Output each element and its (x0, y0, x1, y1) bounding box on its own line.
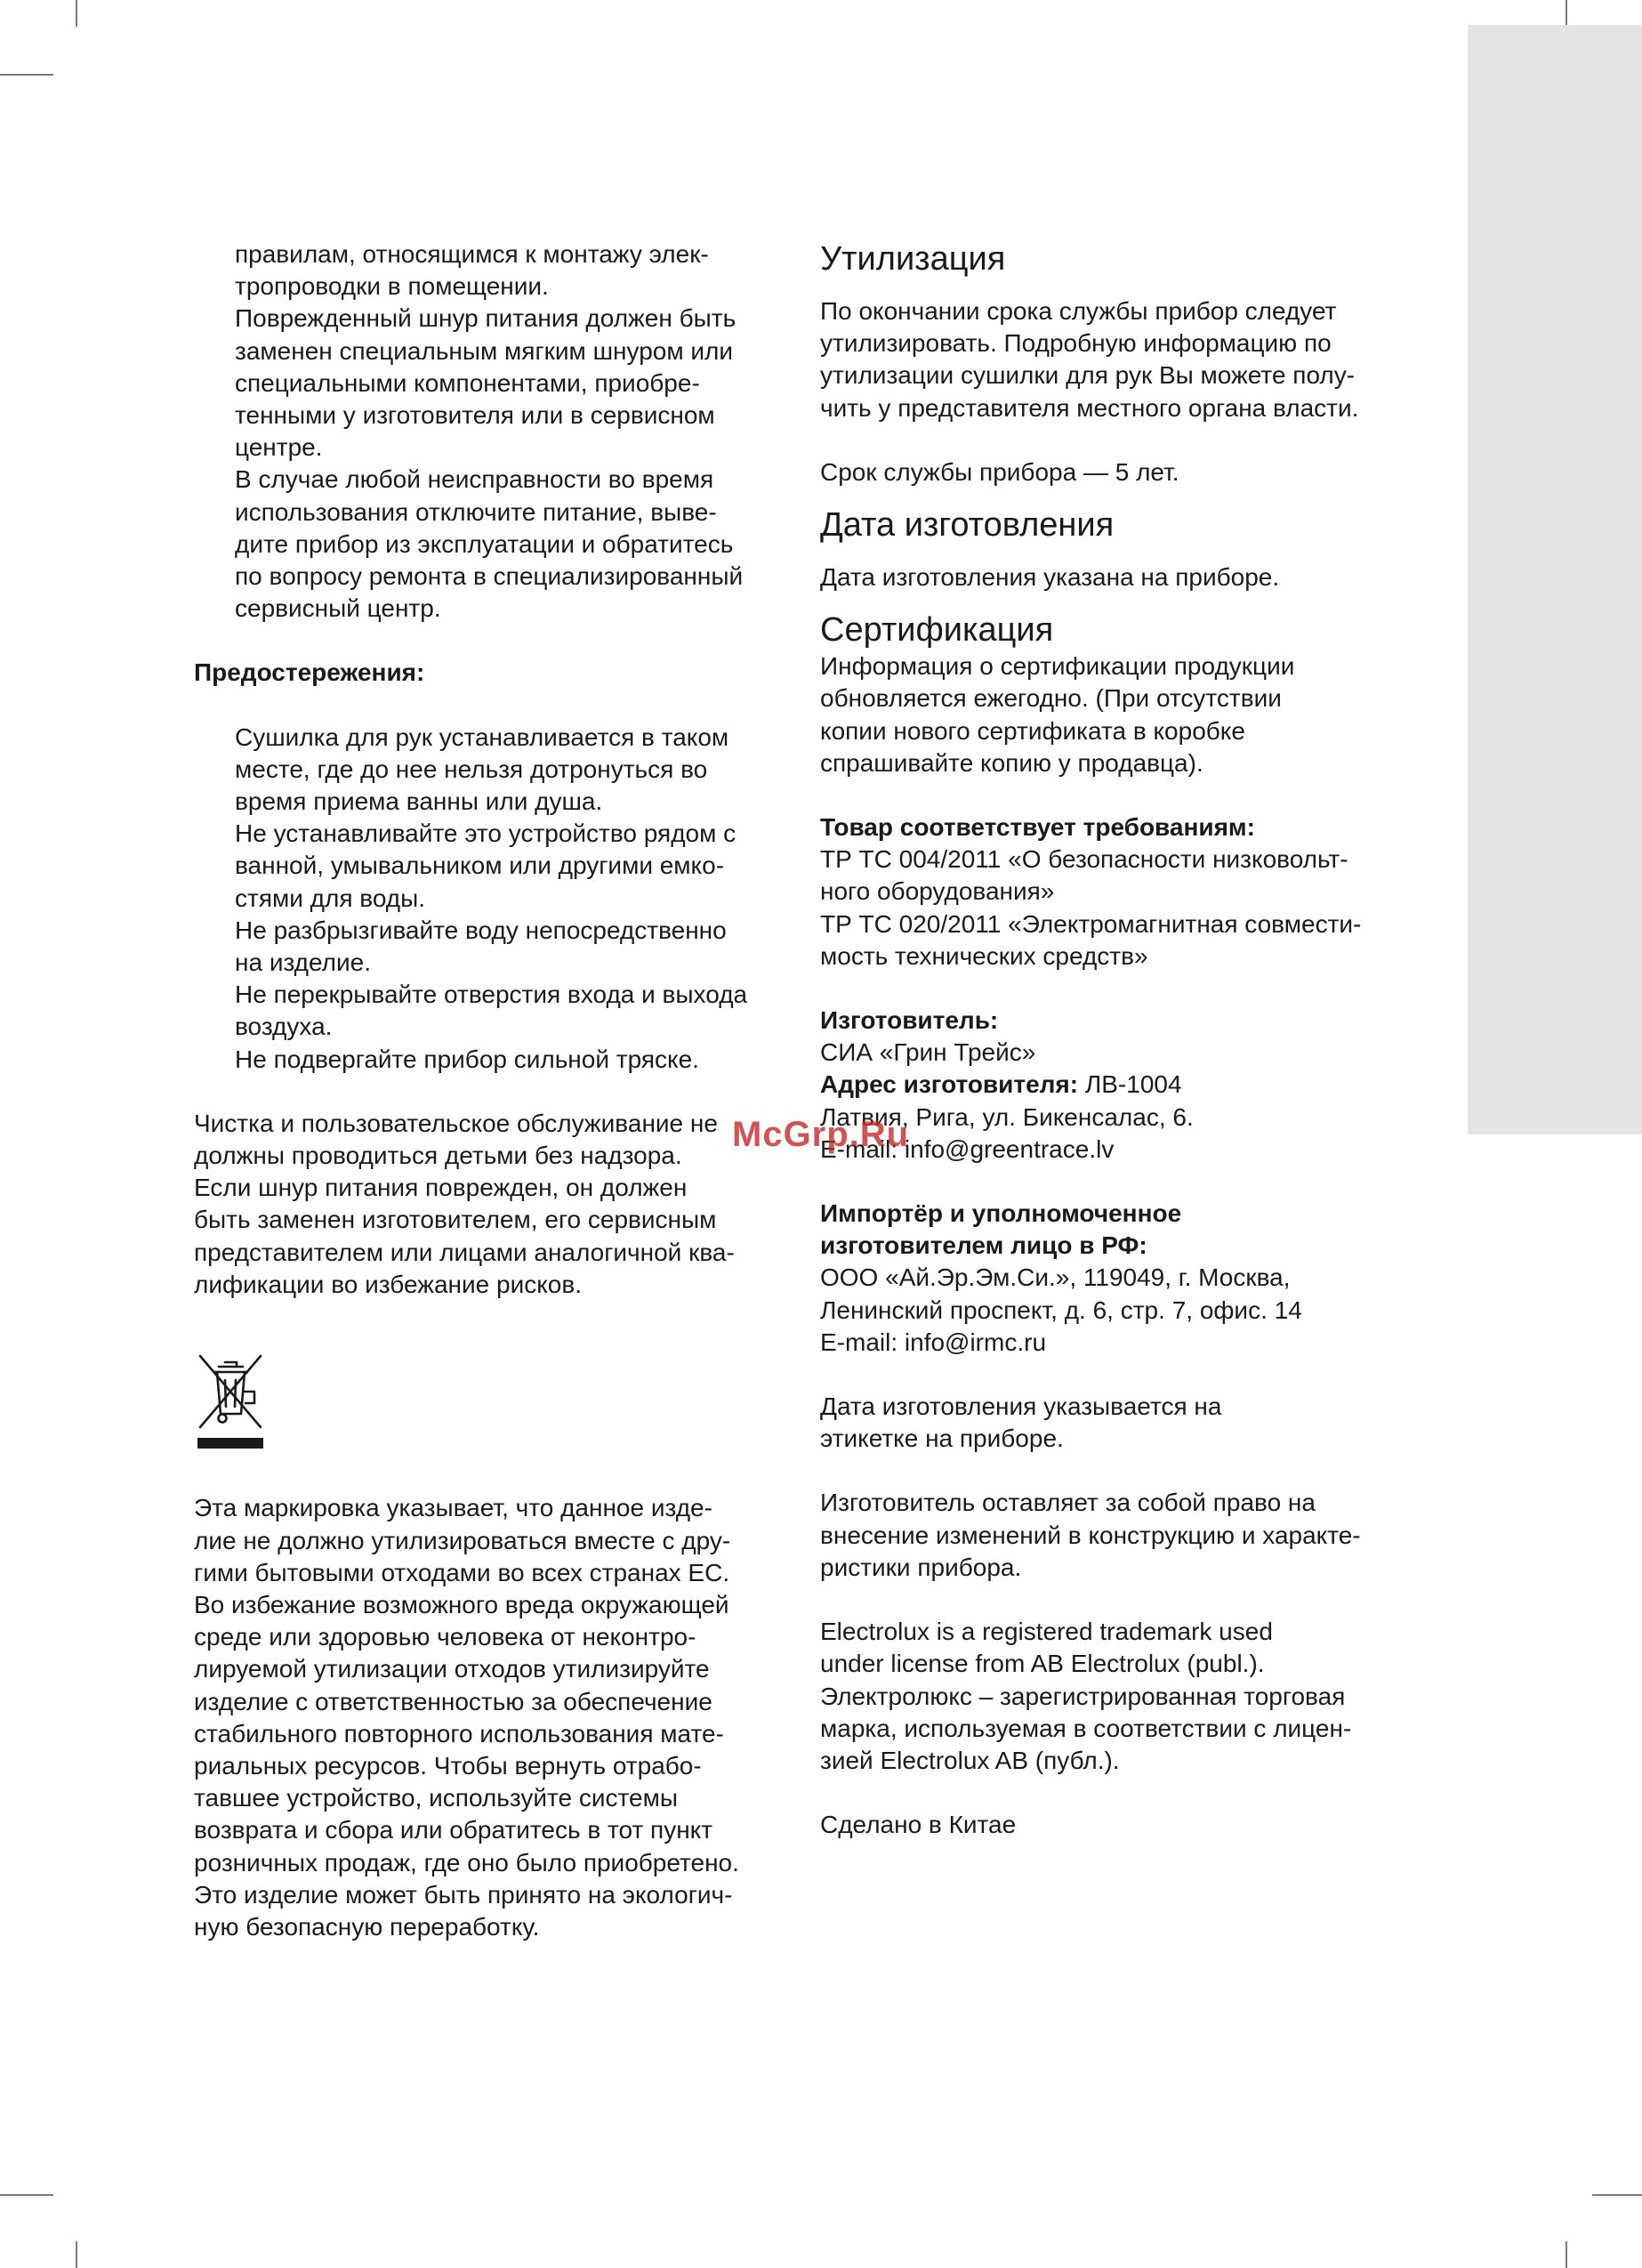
text-line: Во избежание возможного вреда окружающей (194, 1590, 729, 1618)
text-line: дите прибор из эксплуатации и обратитесь (235, 529, 734, 558)
text-line: обновляется ежегодно. (При отсутствии (820, 684, 1282, 713)
spacer (194, 1076, 781, 1108)
spacer (820, 1166, 1425, 1198)
text-line: внесение изменений в конструкцию и характе- (820, 1521, 1361, 1549)
text-line: время приема ванны или душа. (235, 787, 603, 816)
text-line: центре. (235, 433, 323, 462)
crossed-out-wheelie-bin-icon (196, 1351, 267, 1452)
text-line: Поврежденный шнур питания должен быть (235, 304, 736, 333)
warnings-list (194, 722, 781, 1076)
text-line: Дата изготовления указывается на (820, 1392, 1222, 1421)
text-line: сервисный центр. (235, 594, 441, 623)
rights-paragraph (820, 1487, 1425, 1584)
spacer (820, 973, 1425, 1005)
text-line: under license from AB Electrolux (publ.). (820, 1650, 1265, 1678)
text-line: Electrolux is a registered trademark used (820, 1618, 1273, 1646)
text-line: Сушилка для рук устанавливается в таком (235, 722, 729, 751)
text-line: воздуха. (235, 1013, 333, 1041)
importer-details (820, 1262, 1425, 1359)
text-line: Электролюкс – зарегистрированная торговая (820, 1682, 1346, 1710)
text-line: ного оборудования» (820, 877, 1055, 906)
text-line: копии нового сертификата в коробке (820, 716, 1245, 745)
text-line: ванной, умывальником или другими емко- (235, 852, 725, 880)
spacer (820, 779, 1425, 811)
text-line: лируемой утилизации отходов утилизируйте (194, 1655, 710, 1683)
text-line: чить у представителя местного органа власти. (820, 393, 1359, 422)
crop-mark (76, 2241, 77, 2268)
manufacturer-email: E-mail: info@greentrace.lv (820, 1134, 1115, 1163)
spacer (194, 625, 781, 657)
text-line: стабильного повторного использования мате- (194, 1719, 724, 1747)
text-line: ТР ТС 020/2011 «Электромагнитная совмести- (820, 909, 1362, 938)
country-of-origin: Сделано в Китае (820, 1811, 1017, 1839)
compliance-title: Товар соответствует требованиям: (820, 813, 1255, 842)
text-line: ную безопасную переработку. (194, 1912, 540, 1941)
text-line: использования отключите питание, выве- (235, 497, 717, 526)
text-line: Эта маркировка указывает, что данное изде- (194, 1494, 712, 1522)
spacer (820, 424, 1425, 456)
weee-paragraph (194, 1492, 781, 1943)
text-line: Ленинский проспект, д. 6, стр. 7, офис. 14 (820, 1295, 1302, 1324)
manufacture-date-text: Дата изготовления указана на приборе. (820, 563, 1280, 592)
text-line: изделие с ответственностью за обеспечение (194, 1687, 712, 1715)
safety-intro (194, 238, 781, 625)
text-line: По окончании срока службы прибор следует (820, 297, 1337, 325)
crop-mark (0, 74, 53, 76)
trademark-paragraph (820, 1616, 1425, 1777)
text-line: специальными компонентами, приобре- (235, 368, 700, 397)
text-line: ООО «Ай.Эр.Эм.Си.», 119049, г. Москва, (820, 1263, 1291, 1292)
crop-mark (76, 0, 77, 27)
text-line: лие не должно утилизироваться вместе с дру- (194, 1526, 731, 1554)
spacer (820, 488, 1425, 504)
text-line: месте, где до нее нельзя дотронуться во (235, 755, 708, 783)
text-line: быть заменен изготовителем, его сервисным (194, 1206, 717, 1234)
text-line: стями для воды. (235, 884, 426, 912)
text-line: тавшее устройство, используйте системы (194, 1784, 678, 1812)
text-line: розничных продаж, где оно было приобретено. (194, 1848, 739, 1877)
text-line: ТР ТС 004/2011 «О безопасности низковольт- (820, 845, 1348, 874)
text-line: ристики прибора. (820, 1553, 1022, 1581)
spacer (820, 593, 1425, 609)
disposal-paragraph (820, 295, 1425, 424)
text-line: должны проводиться детьми без надзора. (194, 1142, 682, 1170)
text-line: заменен специальным мягким шнуром или (235, 336, 733, 365)
watermark: McGrp.Ru (732, 1115, 910, 1154)
text-line: E-mail: info@irmc.ru (820, 1328, 1047, 1356)
certification-paragraph (820, 650, 1425, 779)
text-line: Не подвергайте прибор сильной тряске. (235, 1045, 699, 1073)
manufacturer-address-line2: Латвия, Рига, ул. Бикенсалас, 6. (820, 1102, 1194, 1131)
right-column (820, 238, 1425, 1841)
text-line: правилам, относящимся к монтажу элек- (235, 240, 709, 268)
manufacturer-name: СИА «Грин Трейс» (820, 1038, 1036, 1067)
text-line: утилизации сушилки для рук Вы можете полу- (820, 361, 1356, 390)
label-date-paragraph (820, 1391, 1425, 1455)
manufacturer-address-value: ЛВ-1004 (1078, 1070, 1182, 1099)
importer-title: изготовителем лицо в РФ: (820, 1231, 1147, 1260)
spacer (820, 1455, 1425, 1487)
text-line: Если шнур питания поврежден, он должен (194, 1174, 688, 1202)
spacer (820, 545, 1425, 561)
manufacturer-address (820, 1069, 1425, 1101)
service-life: Срок службы прибора — 5 лет. (820, 457, 1179, 486)
text-line: тенными у изготовителя или в сервисном (235, 401, 715, 430)
spacer (820, 1584, 1425, 1616)
text-line: марка, используемая в соответствии с лицен- (820, 1714, 1352, 1742)
spacer (194, 1301, 781, 1333)
certification-heading: Сертификация (820, 611, 1054, 650)
manufacturer-address-label: Адрес изготовителя: (820, 1070, 1079, 1099)
text-line: Не перекрывайте отверстия входа и выхода (235, 981, 748, 1009)
text-line: лификации во избежание рисков. (194, 1270, 583, 1298)
crop-mark (1592, 2194, 1642, 2196)
crop-mark (0, 2194, 53, 2196)
text-line: на изделие. (235, 948, 371, 977)
maintenance-paragraph (194, 1108, 781, 1301)
left-column (194, 238, 781, 1943)
crop-mark (1566, 0, 1567, 27)
text-line: В случае любой неисправности во время (235, 465, 714, 494)
text-line: среде или здоровью человека от неконтро- (194, 1623, 696, 1651)
text-line: тропроводки в помещении. (235, 272, 549, 301)
importer-title: Импортёр и уполномоченное (820, 1199, 1182, 1228)
text-line: возврата и сбора или обратитесь в тот пункт (194, 1816, 713, 1844)
text-line: Не устанавливайте это устройство рядом с (235, 819, 736, 848)
spacer (820, 1777, 1425, 1809)
text-line: Изготовитель оставляет за собой право на (820, 1489, 1316, 1517)
compliance-list (820, 843, 1425, 973)
text-line: мость технических средств» (820, 941, 1148, 970)
text-line: представителем или лицами аналогичной ква- (194, 1238, 735, 1266)
crop-mark (1566, 2241, 1567, 2268)
text-line: этикетке на приборе. (820, 1425, 1064, 1453)
text-line: Чистка и пользовательское обслуживание не (194, 1109, 718, 1137)
manufacture-date-heading: Дата изготовления (820, 506, 1115, 545)
text-line: Информация о сертификации продукции (820, 652, 1295, 681)
warnings-title: Предостережения: (194, 658, 425, 687)
text-line: гими бытовыми отходами во всех странах ЕС. (194, 1558, 730, 1586)
spacer (820, 1359, 1425, 1391)
side-tab (1468, 25, 1642, 1134)
disposal-heading: Утилизация (820, 240, 1006, 278)
text-line: утилизировать. Подробную информацию по (820, 329, 1332, 358)
spacer (194, 690, 781, 722)
text-line: спрашивайте копию у продавца). (820, 748, 1203, 777)
text-line: Это изделие может быть принято на экологич- (194, 1880, 733, 1909)
text-line: по вопросу ремонта в специализированный (235, 562, 744, 591)
text-line: зией Electrolux AB (публ.). (820, 1746, 1120, 1774)
text-line: Не разбрызгивайте воду непосредственно (235, 916, 727, 944)
spacer (194, 1460, 781, 1492)
manufacturer-title: Изготовитель: (820, 1006, 999, 1035)
text-line: риальных ресурсов. Чтобы вернуть отрабо- (194, 1751, 702, 1780)
spacer (820, 279, 1425, 295)
